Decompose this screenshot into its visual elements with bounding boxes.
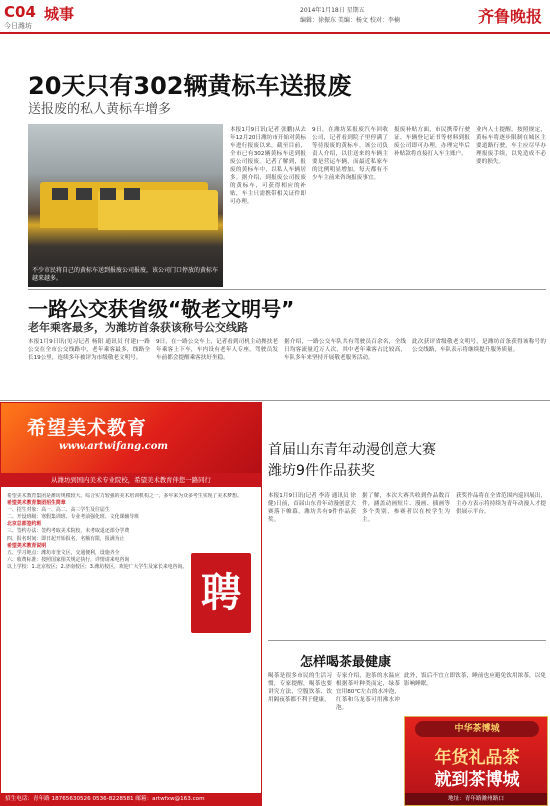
ad-line: 以上学校：1.北京校区；2.济南校区；3.潍坊校区，欢迎广大学生及家长来电咨询。 bbox=[7, 563, 188, 570]
ad-line: 四、报名时间：即日起开始报名，名额有限，报满为止 bbox=[7, 535, 125, 542]
ad-heading: 北京总部签约班 bbox=[7, 521, 42, 528]
art-school-advertisement[interactable] bbox=[0, 402, 262, 806]
story1-column: 报废补贴方面，市民携带行驶证、车辆登记证书等材料到报废公司即可办理，办理完毕后补贴款将直接打入车主账户。 bbox=[394, 127, 470, 157]
newspaper-masthead: 齐鲁晚报 bbox=[477, 7, 542, 26]
divider bbox=[268, 640, 546, 641]
story2-column: 据介绍，一路公交车队共有驾驶员百余名，全线日均客流量近万人次，其中老年乘客占比较高，车队多年来坚持开展敬老服务活动。 bbox=[284, 339, 406, 361]
recruit-badge: 聘 bbox=[191, 553, 251, 633]
story4-column: 此外，饭后不宜立即饮茶，睡前也应避免饮用浓茶，以免影响睡眠。 bbox=[404, 673, 546, 687]
ad-line: 一、招生对象：高一、高二、高三学生及往届生 bbox=[7, 507, 110, 514]
bus-window bbox=[100, 188, 116, 200]
ad-intro: 希望美术教育集团是潍坊规模较大、综合实力较强的美术培训机构之一，多年来为众多考生实现了美术梦想。 bbox=[7, 493, 242, 499]
story3-headline: 首届山东青年动漫创意大赛 潍坊9件作品获奖 bbox=[268, 442, 436, 479]
bus-window bbox=[76, 188, 92, 200]
section-name: 城事 bbox=[44, 5, 75, 23]
ad-line: 二、开设班级：寒假集训班、专业考前强化班、文化课辅导班 bbox=[7, 514, 140, 521]
ad2-headline: 年货礼品茶 bbox=[434, 748, 520, 768]
bus-shape bbox=[98, 190, 218, 230]
story2-column: 此次获评省级敬老文明号，是潍坊首条获得该称号的公交线路，车队表示将继续提升服务质量。 bbox=[412, 339, 546, 353]
ad-brand-title: 希望美术教育 bbox=[27, 417, 148, 439]
story1-column: 本报1月9日讯(记者 张鹏)从去年12月20日潍坊市开始对黄标车进行报废以来，截至目前，全市已有302辆黄标车送到报废公司报废。记者了解到，报废的黄标车中，以私人车辆居多。据介绍，到报废公司报废的黄标车，可获得相应的补贴，车主只需携带相关证件即可办理。 bbox=[230, 127, 306, 205]
divider bbox=[0, 400, 550, 401]
editor-credits: 编辑：徐振东 美编：杨文 校对：李楠 bbox=[300, 17, 400, 24]
ad2-logo: 中华茶博城 bbox=[415, 721, 539, 737]
ad-heading: 希望美术教育说明 bbox=[7, 542, 47, 549]
ad2-headline: 就到茶博城 bbox=[434, 770, 520, 790]
story2-column: 9日，在一路公交车上，记者看到司机主动搀扶老年乘客上下车，车内设有老年人专座，驾驶员发车前都会提醒乘客扶好坐稳。 bbox=[156, 339, 278, 361]
story3-column: 获奖作品将在全省范围内巡回展出，主办方表示将持续为青年动漫人才提供展示平台。 bbox=[456, 493, 546, 515]
ad-line: 六、收费标准：按照国家相关规定执行，详情请来电咨询 bbox=[7, 556, 130, 563]
story2-subheadline: 老年乘客最多，为潍坊首条获该称号公交线路 bbox=[28, 321, 248, 334]
issue-date: 2014年1月18日 星期五 bbox=[300, 7, 365, 14]
story3-column: 据了解，本次大赛共收到作品数百件，涵盖动画短片、漫画、插画等多个类别，参赛者以在校学生为主。 bbox=[362, 493, 450, 523]
tea-city-advertisement[interactable] bbox=[404, 716, 548, 806]
story4-column: 喝茶是很多市民的生活习惯，专家提醒，喝茶也要讲究方法，空腹饮茶、饮用隔夜茶都不利于健康。 bbox=[268, 673, 332, 703]
page-header bbox=[0, 0, 550, 34]
ad-slogan: 从潍坊到国内美术专业院校，希望美术教育伴您一路同行 bbox=[1, 473, 261, 487]
ad-website: www.artwifang.com bbox=[59, 441, 168, 452]
photo-caption: 不少市民将自己的黄标车送到报废公司报废，该公司门口停放的黄标车越来越多。 bbox=[32, 267, 219, 282]
story1-subheadline: 送报废的私人黄标车增多 bbox=[28, 102, 172, 117]
story3-column: 本报1月9日讯(记者 李涛 通讯员 徐健)日前，首届山东青年动漫创意大赛落下帷幕，潍坊共有9件作品获奖。 bbox=[268, 493, 356, 523]
ad2-address: 地址：青年路潍州路口 bbox=[405, 793, 547, 805]
divider bbox=[28, 289, 546, 290]
story1-headline: 20天只有302辆黄标车送报废 bbox=[28, 72, 352, 100]
ad-line: 五、学习地点：潍坊市奎文区，交通便利，设施齐全 bbox=[7, 549, 120, 556]
section-subtitle: 今日潍坊 bbox=[4, 22, 32, 30]
ad-banner bbox=[1, 403, 261, 473]
section-number: C04 bbox=[4, 3, 36, 21]
ad-contact-bar: 招生电话：青年路 18765630526 0536-8228581 邮箱：artwfxw@163.com bbox=[1, 793, 261, 805]
bus-window bbox=[124, 188, 140, 200]
story2-column: 本报1月9日讯(见习记者 杨阳 通讯员 付建)一路公交在全市公交线路中，老年乘客最多，线路全长19公里，连续多年被评为市级敬老文明号。 bbox=[28, 339, 150, 361]
story1-column: 业内人士提醒，按照规定，黄标车将逐步限制在城区主要道路行驶，车主应尽早办理报废手续，以免造成不必要的损失。 bbox=[476, 127, 546, 165]
bus-window bbox=[52, 188, 68, 200]
ad-heading: 希望美术教育集团招生简章 bbox=[7, 500, 66, 507]
story4-headline: 怎样喝茶最健康 bbox=[300, 655, 392, 670]
story1-column: 9日，在潍坊某报废汽车回收公司，记者看到院子里停满了等待报废的黄标车。该公司负责人介绍，以往送来的车辆主要是营运车辆，而最近私家车的比例明显增加，每天都有不少车主前来咨询报废事宜。 bbox=[312, 127, 388, 181]
ad-line: 三、签约办法：签约考取美术院校，未考取退还部分学费 bbox=[7, 528, 130, 535]
story2-headline: 一路公交获省级“敬老文明号” bbox=[28, 297, 295, 321]
story1-photo bbox=[28, 124, 223, 287]
story4-column: 专家介绍，泡茶的水温应根据茶叶种类而定，绿茶宜用80℃左右的水冲泡，红茶和乌龙茶可用沸水冲泡。 bbox=[336, 673, 400, 711]
